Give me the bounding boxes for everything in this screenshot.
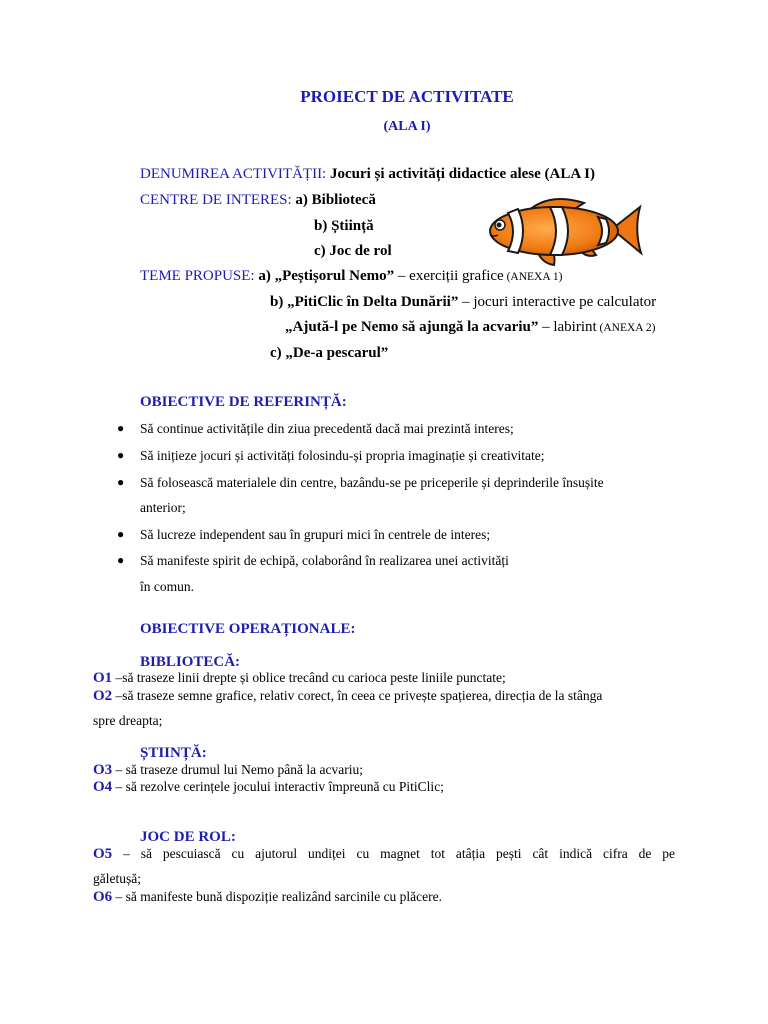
activity-name-value: Jocuri și activități didactice alese (ALA I): [329, 166, 595, 182]
bullet-icon: ●: [117, 553, 125, 567]
bullet-icon: ●: [117, 448, 125, 462]
objective-text: – să pescuiască cu ajutorul undiței cu magnet tot atâția pești cât indică cifra de pe: [112, 846, 675, 861]
center-item-a: a) Bibliotecă: [295, 192, 376, 208]
centers-colon: :: [287, 192, 292, 208]
reference-objective-item: Să folosească materialele din centre, bazându-se pe priceperile și deprinderile însușite: [140, 475, 604, 490]
role-play-heading: JOC DE ROL:: [140, 829, 236, 845]
reference-objective-item: Să continue activitățile din ziua precedentă dacă mai prezintă interes;: [140, 421, 514, 436]
reference-objectives-heading: OBIECTIVE DE REFERINȚĂ:: [140, 394, 347, 410]
objective-text: – să manifeste bună dispoziție realizând sarcinile cu plăcere.: [112, 889, 443, 904]
theme-b2-title: „Ajută-l pe Nemo să ajungă la acvariu”: [285, 319, 539, 335]
center-item-c: c) Joc de rol: [314, 243, 392, 259]
bullet-icon: ●: [117, 475, 125, 489]
objective-code: O5: [93, 846, 113, 862]
operational-objectives-heading: OBIECTIVE OPERAȚIONALE:: [140, 621, 356, 637]
theme-b2-line: [285, 319, 655, 336]
theme-b2-annex: (ANEXA 2): [596, 322, 656, 334]
objective-code: O4: [93, 779, 113, 795]
theme-b2-desc: – labirint: [538, 319, 597, 335]
theme-a-annex: (ANEXA 1): [503, 271, 563, 283]
theme-a-title: a) „Peștișorul Nemo”: [258, 268, 395, 284]
objective-o3: [93, 762, 363, 779]
theme-b-title: b) „PitiClic în Delta Dunării”: [270, 294, 459, 310]
center-item-b: b) Știință: [314, 218, 374, 234]
objective-text: –să traseze linii drepte și oblice trecând cu carioca peste liniile punctate;: [112, 670, 506, 685]
science-heading: ȘTIINȚĂ:: [140, 745, 207, 761]
theme-b-desc: – jocuri interactive pe calculator: [458, 294, 657, 310]
theme-c-title: c) „De-a pescarul”: [270, 345, 389, 361]
reference-objective-item-cont: în comun.: [140, 579, 194, 594]
theme-a-line: [140, 268, 562, 285]
activity-name-label: DENUMIREA ACTIVITĂȚII:: [140, 166, 327, 182]
activity-name-line: [140, 166, 595, 183]
objective-o2-cont: spre dreapta;: [93, 713, 163, 728]
reference-objective-item: Să lucreze independent sau în grupuri mici în centrele de interes;: [140, 527, 491, 542]
page-title: PROIECT DE ACTIVITATE: [300, 87, 514, 106]
bullet-icon: ●: [117, 421, 125, 435]
objective-code: O2: [93, 688, 113, 704]
objective-o1: [93, 670, 506, 687]
objective-o6: [93, 889, 442, 906]
objective-o5-cont: găletușă;: [93, 871, 141, 886]
objective-code: O1: [93, 670, 113, 686]
objective-text: – să rezolve cerințele jocului interactiv împreună cu PitiClic;: [112, 779, 444, 794]
reference-objective-item: Să inițieze jocuri și activități folosindu-și propria imaginație și creativitate;: [140, 448, 545, 463]
theme-a-desc: – exerciții grafice: [394, 268, 504, 284]
clownfish-image: [484, 193, 644, 267]
themes-label: TEME PROPUSE:: [140, 268, 255, 284]
objective-o2: [93, 688, 602, 705]
objective-text: –să traseze semne grafice, relativ corect, în ceea ce privește spațierea, direcția de la stânga: [112, 688, 603, 703]
objective-text: – să traseze drumul lui Nemo până la acvariu;: [112, 762, 363, 777]
objective-code: O6: [93, 889, 113, 905]
objective-code: O3: [93, 762, 113, 778]
objective-o5: [93, 846, 675, 863]
reference-objective-item: Să manifeste spirit de echipă, colaborând în realizarea unei activități: [140, 553, 509, 568]
reference-objective-item-cont: anterior;: [140, 500, 186, 515]
library-heading: BIBLIOTECĂ:: [140, 654, 241, 670]
centers-label: CENTRE DE INTERES: [140, 192, 288, 208]
bullet-icon: ●: [117, 527, 125, 541]
centers-line: [140, 192, 376, 209]
objective-o4: [93, 779, 444, 796]
theme-b-line: [270, 294, 656, 311]
page-subtitle: (ALA I): [383, 119, 431, 134]
